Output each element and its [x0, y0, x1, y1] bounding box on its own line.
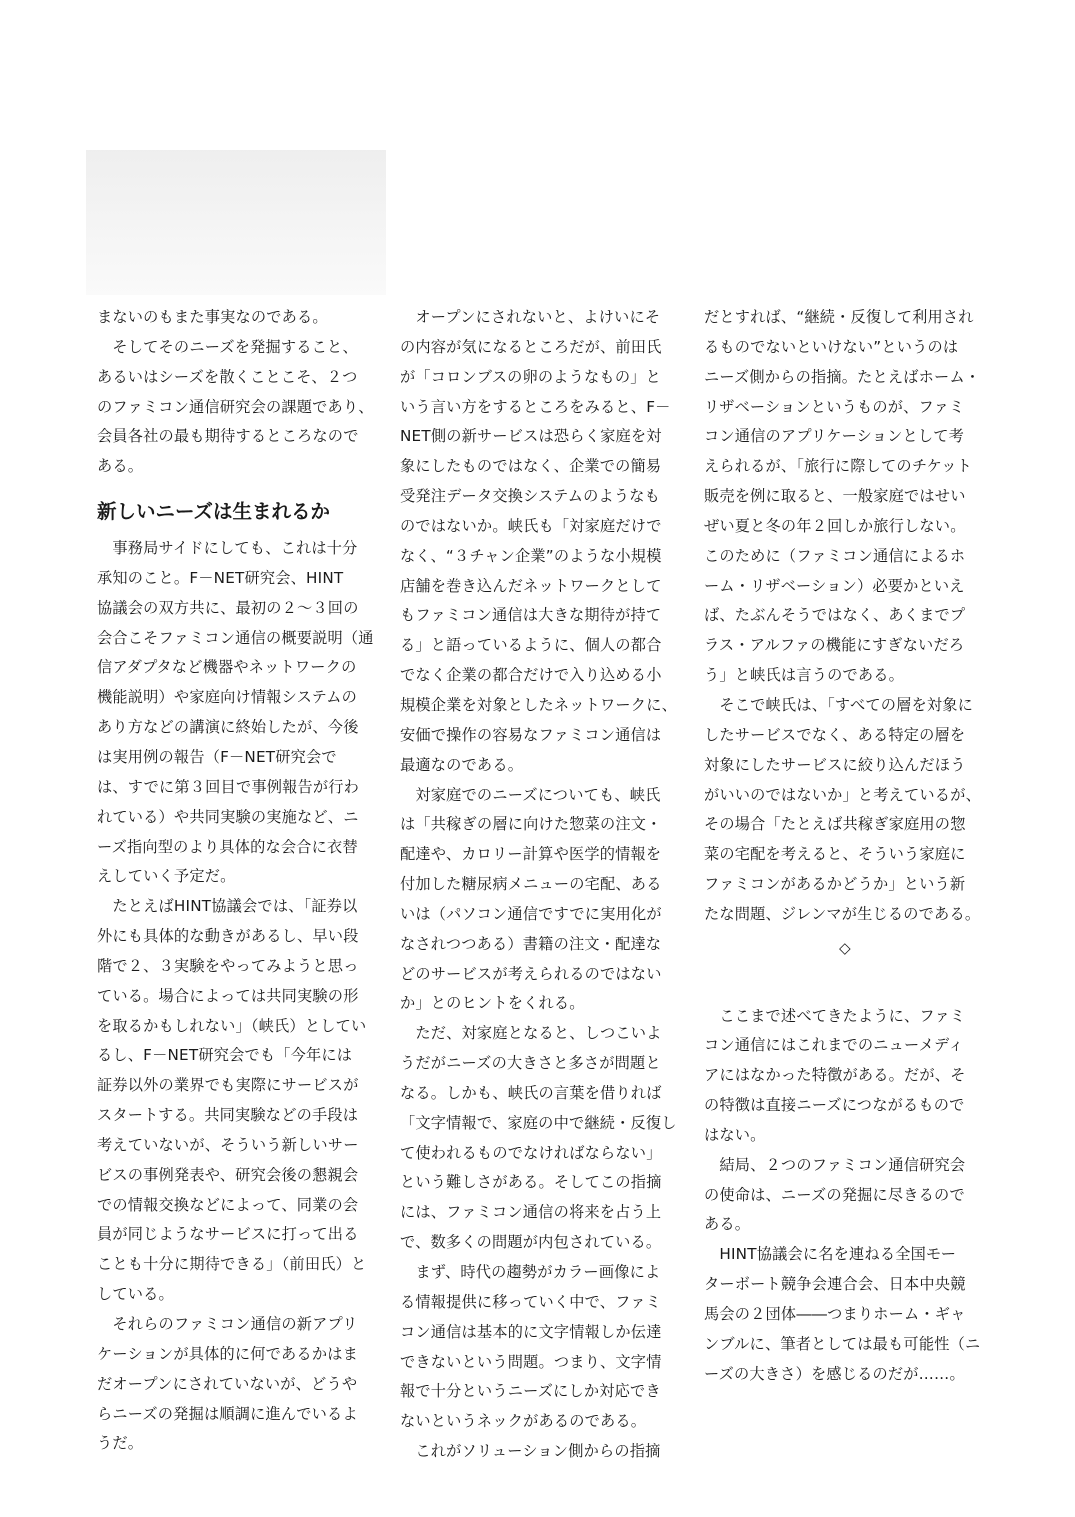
- text-line: の使命は、ニーズの発掘に尽きるので: [704, 1185, 965, 1204]
- text-line: の特徴は直接ニーズにつながるもので: [704, 1096, 965, 1115]
- text-line: 考えていないが、そういう新しいサー: [97, 1135, 359, 1154]
- text-line: には、ファミコン通信の将来を占う上: [400, 1203, 662, 1222]
- text-line: なる。しかも、峡氏の言葉を借りれば: [400, 1083, 662, 1102]
- col3-paragraph-block-b: [704, 1002, 986, 1390]
- text-line: ある。: [704, 1215, 751, 1234]
- text-line: どのサービスが考えられるのではない: [400, 964, 662, 983]
- text-line: ただ、対家庭となると、しつこいよ: [400, 1024, 662, 1043]
- text-line: このために（ファミコン通信によるホ: [704, 546, 966, 565]
- text-line: できないという問題。つまり、文字情: [400, 1352, 662, 1371]
- text-line: 店舗を巻き込んだネットワークとして: [400, 576, 662, 595]
- text-line: アにはなかった特徴がある。だが、そ: [704, 1066, 966, 1085]
- text-line: 外にも具体的な動きがあるし、早い段: [97, 927, 359, 946]
- text-line: まないのもまた事実なのである。: [97, 308, 328, 326]
- text-line: る情報提供に移っていく中で、ファミ: [400, 1292, 661, 1311]
- text-line: ている。場合によっては共同実験の形: [97, 986, 359, 1005]
- text-line: 対象にしたサービスに絞り込んだほう: [704, 755, 966, 774]
- text-line: それらのファミコン通信の新アプリ: [97, 1315, 358, 1333]
- text-line: 証券以外の業界でも実際にサービスが: [97, 1076, 359, 1095]
- text-line: ケーションが具体的に何であるかはま: [97, 1344, 358, 1363]
- text-line: ないというネックがあるのである。: [400, 1412, 647, 1431]
- text-line: 信アダプタなど機器やネットワークの: [97, 658, 357, 677]
- text-line: 事務局サイドにしても、これは十分: [97, 539, 358, 558]
- text-line: そこで峡氏は、「すべての層を対象に: [704, 695, 974, 714]
- text-line: 規模企業を対象としたネットワークに、: [400, 695, 677, 714]
- text-line: ここまで述べてきたように、ファミ: [704, 1006, 966, 1025]
- text-line: そしてそのニーズを発掘すること、: [97, 337, 358, 356]
- text-line: ある。: [97, 457, 144, 476]
- text-line: でなく企業の都合だけで入り込める小: [400, 666, 662, 685]
- text-line: 付加した糖尿病メニューの宅配、ある: [400, 875, 662, 894]
- col2-paragraph-block: [400, 303, 682, 1467]
- text-line: 会員各社の最も期待するところなので: [97, 427, 359, 446]
- text-line: るものでないといけない”というのは: [704, 337, 959, 356]
- text-line: 会合こそファミコン通信の概要説明（通: [97, 628, 374, 647]
- text-line: なされつつある）書籍の注文・配達な: [400, 934, 662, 953]
- text-line: 象にしたものではなく、企業での簡易: [400, 457, 662, 476]
- text-line: う」と峡氏は言うのである。: [704, 666, 905, 685]
- text-line: での情報交換などによって、同業の会: [97, 1195, 359, 1214]
- text-line: ーズの大きさ）を感じるのだが……。: [704, 1364, 965, 1383]
- col3-paragraph-block-a: [704, 303, 986, 930]
- text-line: 販売を例に取ると、一般家庭ではせい: [704, 487, 966, 506]
- text-line: たな問題、ジレンマが生じるのである。: [704, 904, 981, 923]
- text-line: スタートする。共同実験などの手段は: [97, 1106, 359, 1125]
- text-line: る」と語っているように、個人の都合: [400, 636, 662, 655]
- article-column-3: [704, 303, 986, 1390]
- text-line: している。: [97, 1285, 174, 1304]
- text-line: が「コロンブスの卵のようなもの」と: [400, 367, 661, 386]
- text-line: NET側の新サービスは恐らく家庭を対: [400, 427, 662, 446]
- text-line: リザベーションというものが、ファミ: [704, 397, 965, 416]
- text-line: ば、たぶんそうではなく、あくまでプ: [704, 606, 966, 625]
- text-line: まず、時代の趨勢がカラー画像によ: [400, 1263, 661, 1281]
- text-line: の内容が気になるところだが、前田氏: [400, 337, 662, 356]
- text-line: か」とのヒントをくれる。: [400, 994, 585, 1013]
- text-line: いう言い方をするところをみると、F－: [400, 397, 671, 416]
- text-line: 機能説明）や家庭向け情報システムの: [97, 688, 358, 707]
- text-line: いは（パソコン通信ですでに実用化が: [400, 904, 662, 923]
- text-line: ターボート競争会連合会、日本中央競: [704, 1275, 966, 1294]
- text-line: したサービスでなく、ある特定の層を: [704, 725, 966, 744]
- faded-photo-area: [86, 150, 386, 295]
- text-line: えしていく予定だ。: [97, 867, 236, 886]
- text-line: ンブルに、筆者としては最も可能性（ニ: [704, 1334, 981, 1353]
- text-line: うだがニーズの大きさと多さが問題と: [400, 1054, 661, 1073]
- text-line: るし、F－NET研究会でも「今年には: [97, 1046, 353, 1065]
- text-line: 承知のこと。F－NET研究会、HINT: [97, 568, 344, 587]
- text-line: ラス・アルファの機能にすぎないだろ: [704, 636, 965, 655]
- text-line: もファミコン通信は大きな期待が持て: [400, 606, 662, 625]
- text-line: 階で２、３実験をやってみようと思っ: [97, 956, 359, 975]
- text-line: で、数多くの問題が内包されている。: [400, 1233, 662, 1252]
- text-line: たとえばHINT協議会では、「証券以: [97, 897, 358, 916]
- col1-paragraph-block-b: [97, 534, 379, 1459]
- text-line: ファミコンがあるかどうか」という新: [704, 875, 966, 894]
- text-line: うだ。: [97, 1434, 144, 1453]
- text-line: は、すでに第３回目で事例報告が行わ: [97, 777, 360, 796]
- text-line: ーム・リザベーション）必要かといえ: [704, 576, 965, 595]
- section-heading: 新しいニーズは生まれるか: [97, 500, 331, 524]
- text-line: だとすれば、“継続・反復して利用され: [704, 308, 974, 326]
- text-line: は実用例の報告（F－NET研究会で: [97, 747, 337, 766]
- text-line: これがソリューション側からの指摘: [400, 1442, 661, 1461]
- section-divider-diamond: ◇: [839, 938, 851, 957]
- text-line: 最適なのである。: [400, 755, 524, 774]
- text-line: だオープンにされていないが、どうや: [97, 1374, 358, 1393]
- text-line: 対家庭でのニーズについても、峡氏: [400, 785, 661, 804]
- col1-paragraph-block-a: [97, 303, 379, 482]
- text-line: という難しさがある。そしてこの指摘: [400, 1173, 662, 1192]
- text-line: は「共稼ぎの層に向けた惣菜の注文・: [400, 815, 662, 834]
- text-line: 結局、２つのファミコン通信研究会: [704, 1155, 966, 1174]
- text-line: れている）や共同実験の実施など、ニ: [97, 807, 359, 826]
- text-line: あり方などの講演に終始したが、今後: [97, 718, 359, 737]
- text-line: 「文字情報で、家庭の中で継続・反復し: [400, 1113, 677, 1132]
- text-line: のではないか。峡氏も「対家庭だけで: [400, 516, 662, 535]
- text-line: その場合「たとえば共稼ぎ家庭用の惣: [704, 815, 966, 834]
- text-line: 安価で操作の容易なファミコン通信は: [400, 725, 662, 744]
- text-line: HINT協議会に名を連ねる全国モー: [704, 1245, 957, 1264]
- text-line: 員が同じようなサービスに打って出る: [97, 1225, 359, 1244]
- text-line: ニーズ側からの指摘。たとえばホーム・: [704, 367, 981, 386]
- text-line: を取るかもしれない」（峡氏）としてい: [97, 1016, 367, 1035]
- article-column-2: [400, 303, 682, 1467]
- text-line: なく、“３チャン企業”のような小規模: [400, 546, 662, 565]
- text-line: オープンにされないと、よけいにそ: [400, 308, 661, 326]
- text-line: えられるが、「旅行に際してのチケット: [704, 457, 973, 476]
- text-line: 協議会の双方共に、最初の２～３回の: [97, 598, 359, 617]
- divider-spacer: [704, 964, 986, 1002]
- text-line: コン通信にはこれまでのニューメディ: [704, 1036, 964, 1055]
- text-line: ぜい夏と冬の年２回しか旅行しない。: [704, 516, 966, 535]
- text-line: あるいはシーズを散くことこそ、２つ: [97, 367, 358, 386]
- article-column-1: [97, 303, 379, 1459]
- text-line: ーズ指向型のより具体的な会合に衣替: [97, 837, 358, 856]
- text-line: はない。: [704, 1125, 766, 1144]
- text-line: らニーズの発掘は順調に進んでいるよ: [97, 1404, 358, 1423]
- text-line: ビスの事例発表や、研究会後の懇親会: [97, 1165, 359, 1184]
- text-line: のファミコン通信研究会の課題であり、: [97, 397, 374, 416]
- text-line: 菜の宅配を考えると、そういう家庭に: [704, 845, 966, 864]
- text-line: ことも十分に期待できる」（前田氏）と: [97, 1255, 367, 1274]
- text-line: コン通信は基本的に文字情報しか伝達: [400, 1322, 662, 1341]
- text-line: 配達や、カロリー計算や医学的情報を: [400, 845, 662, 864]
- text-line: がいいのではないか」と考えているが、: [704, 785, 981, 804]
- text-line: て使われるものでなければならない」: [400, 1143, 662, 1162]
- text-line: 馬会の２団体――つまりホーム・ギャ: [704, 1305, 966, 1323]
- text-line: 受発注データ交換システムのようなも: [400, 487, 661, 506]
- text-line: 報で十分というニーズにしか対応でき: [400, 1382, 661, 1401]
- text-line: コン通信のアプリケーションとして考: [704, 427, 965, 446]
